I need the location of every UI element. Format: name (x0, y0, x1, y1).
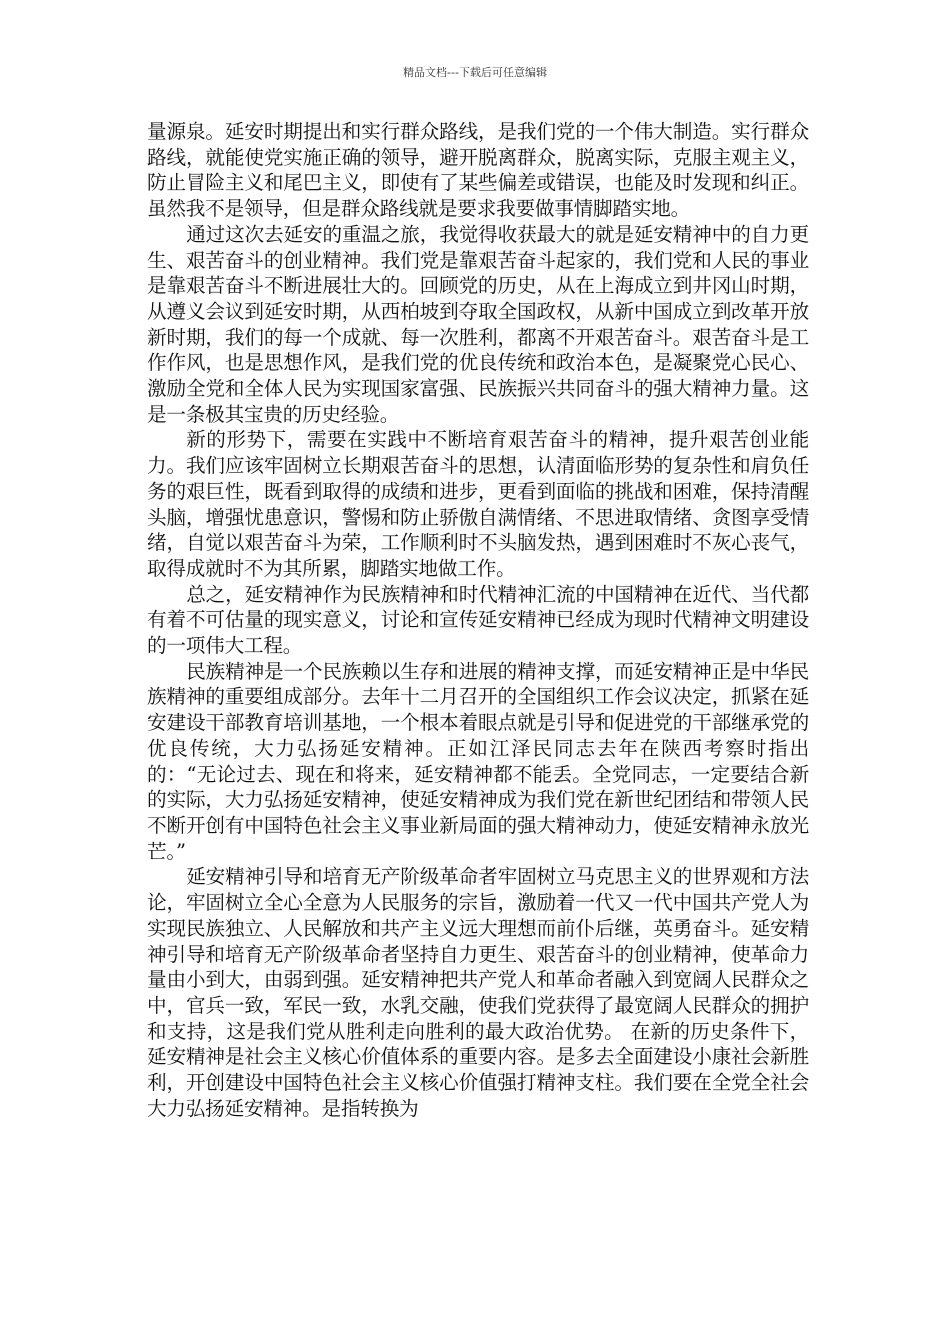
paragraph-6: 延安精神引导和培育无产阶级革命者牢固树立马克思主义的世界观和方法论，牢固树立全心全意为人民服务的宗旨，激励着一代又一代中国共产党人为实现民族独立、人民解放和共产主义远大理想而前仆后继，英勇奋斗。延安精神引导和培育无产阶级革命者坚持自力更生、艰苦奋斗的创业精神，使革命力量由小到大，由弱到强。延安精神把共产党人和革命者融入到宽阔人民群众之中，官兵一致，军民一致，水乳交融，使我们党获得了最宽阔人民群众的拥护和支持，这是我们党从胜利走向胜利的最大政治优势。 在新的历史条件下，延安精神是社会主义核心价值体系的重要内容。是多去全面建设小康社会新胜利，开创建设中国特色社会主义核心价值强打精神支柱。我们要在全党全社会大力弘扬延安精神。是指转换为 (147, 865, 809, 1120)
paragraph-5: 民族精神是一个民族赖以生存和进展的精神支撑，而延安精神正是中华民族精神的重要组成部分。去年十二月召开的全国组织工作会议决定，抓紧在延安建设干部教育培训基地，一个根本着眼点就是引导和促进党的干部继承党的优良传统，大力弘扬延安精神。正如江泽民同志去年在陕西考察时指出的：“无论过去、现在和将来，延安精神都不能丢。全党同志，一定要结合新的实际，大力弘扬延安精神，使延安精神成为我们党在新世纪团结和带领人民不断开创有中国特色社会主义事业新局面的强大精神动力，使延安精神永放光芒。” (147, 659, 809, 863)
paragraph-1: 量源泉。延安时期提出和实行群众路线，是我们党的一个伟大制造。实行群众路线，就能使党实施正确的领导，避开脱离群众，脱离实际，克服主观主义，防止冒险主义和尾巴主义，即使有了某些偏差或错误，也能及时发现和纠正。虽然我不是领导，但是群众路线就是要求我要做事情脚踏实地。 (147, 120, 809, 221)
paragraph-2: 通过这次去延安的重温之旅，我觉得收获最大的就是延安精神中的自力更生、艰苦奋斗的创业精神。我们党是靠艰苦奋斗起家的，我们党和人民的事业是靠艰苦奋斗不断进展壮大的。回顾党的历史，从在上海成立到井冈山时期，从遵义会议到延安时期，从西柏坡到夺取全国政权，从新中国成立到改革开放新时期，我们的每一个成就、每一次胜利，都离不开艰苦奋斗。艰苦奋斗是工作作风，也是思想作风，是我们党的优良传统和政治本色，是凝聚党心民心、激励全党和全体人民为实现国家富强、民族振兴共同奋斗的强大精神力量。这是一条极其宝贵的历史经验。 (147, 222, 809, 426)
paragraph-3: 新的形势下，需要在实践中不断培育艰苦奋斗的精神，提升艰苦创业能力。我们应该牢固树立长期艰苦奋斗的思想，认清面临形势的复杂性和肩负任务的艰巨性，既看到取得的成绩和进步，更看到面临的挑战和困难，保持清醒头脑，增强忧患意识，警惕和防止骄傲自满情绪、不思进取情绪、贪图享受情绪，自觉以艰苦奋斗为荣，工作顺利时不头脑发热，遇到困难时不灰心丧气，取得成就时不为其所累，脚踏实地做工作。 (147, 428, 809, 580)
page-header: 精品文档---下载后可任意编辑 (403, 66, 547, 79)
document-body (147, 119, 809, 1121)
paragraph-4: 总之，延安精神作为民族精神和时代精神汇流的中国精神在近代、当代都有着不可估量的现实意义，讨论和宣传延安精神已经成为现时代精神文明建设的一项伟大工程。 (147, 582, 809, 658)
